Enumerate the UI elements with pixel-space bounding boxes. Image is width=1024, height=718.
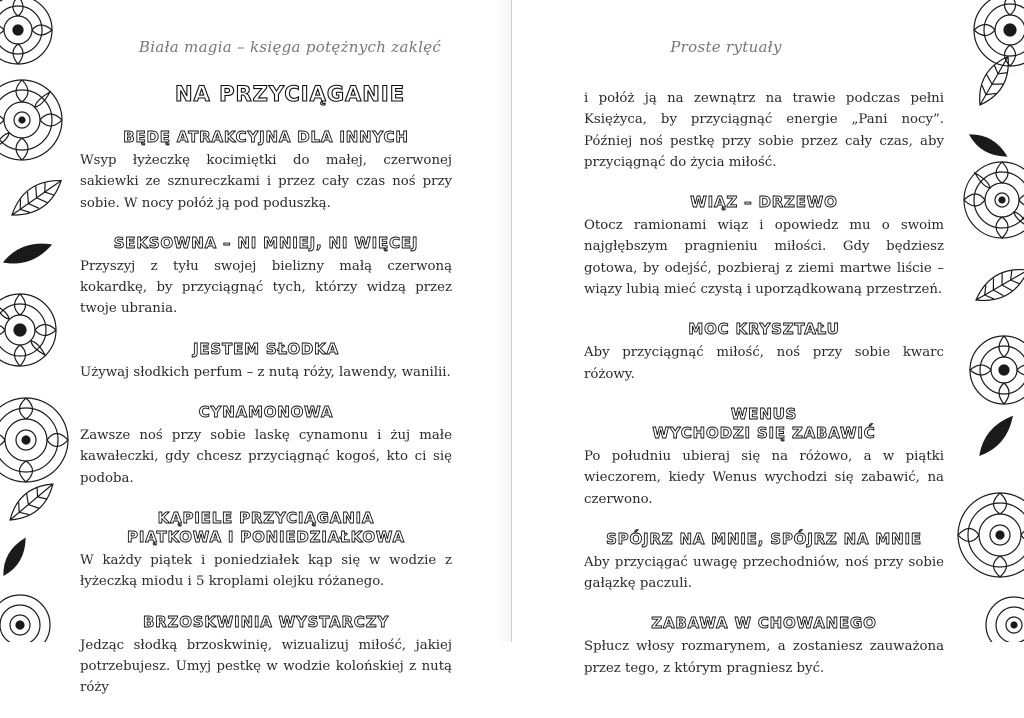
continued-paragraph: i połóż ją na zewnątrz na trawie podczas pełni Księżyca, by przyciągnąć energie „Pani nocy”. Później noś pestkę przy sobie przez cały czas, aby przyciągnąć do życia miłość.: [584, 91, 944, 170]
spell-entry: [584, 193, 944, 300]
spell-entry: [584, 320, 944, 385]
spell-text: Aby przyciągnąć miłość, noś przy sobie kwarc różowy.: [584, 345, 944, 382]
spell-text: Otocz ramionami wiąz i opowiedz mu o swoim najgłębszym pragnieniu miłości. Gdy będziesz gotowa, by odejść, pozbieraj z ziemi martwe liście – wiązy lubią mieć czystą i uporządkowaną przestrzeń.: [584, 218, 944, 298]
floral-border-left-icon: [0, 0, 70, 642]
right-entries: [584, 88, 944, 699]
spell-entry: [80, 340, 452, 383]
spell-text: Spłucz włosy rozmarynem, a zostaniesz zauważona przez tego, z którym pragniesz być.: [584, 639, 944, 676]
left-entries: [80, 128, 452, 718]
spell-text: Po południu ubieraj się na różowo, a w piątki wieczorem, kiedy Wenus wychodzi się zabawić, na czerwono.: [584, 448, 944, 507]
spell-entry: [584, 405, 944, 510]
spell-text: Wsyp łyżeczkę kocimiętki do małej, czerwonej sakiewki ze sznureczkami i przez cały czas noś przy sobie. W nocy połóż ją pod poduszką.: [80, 153, 452, 211]
continued-text: [584, 88, 944, 173]
left-running-head: Biała magia – księga potężnych zaklęć: [138, 38, 442, 56]
floral-border-right-icon: [940, 0, 1024, 642]
spell-heading: SEKSOWNA – NI MNIEJ, NI WIĘCEJ: [113, 233, 419, 252]
spell-text: Używaj słodkich perfum – z nutą róży, lawendy, wanilii.: [80, 364, 451, 380]
spell-text: Zawsze noś przy sobie laskę cynamonu i żuj małe kawałeczki, gdy chcesz przyciągnąć kogoś, kto ci się podoba.: [80, 428, 452, 486]
spell-text: W każdy piątek i poniedziałek kąp się w wodzie z łyżeczką miodu i 5 kroplami olejku różanego.: [80, 552, 452, 590]
spell-heading: BRZOSKWINIA WYSTARCZY: [142, 612, 390, 631]
left-page: [70, 0, 510, 696]
spell-heading: JESTEM SŁODKA: [193, 339, 339, 358]
right-page: [512, 0, 944, 676]
spell-entry: [80, 509, 452, 593]
spell-entry: [80, 613, 452, 699]
spell-heading: KĄPIELE PRZYCIĄGANIA PIĄTKOWA I PONIEDZIAŁKOWA: [127, 508, 405, 546]
spell-heading: WIĄZ – DRZEWO: [690, 193, 838, 212]
spell-entry: [584, 614, 944, 679]
spell-heading: BĘDĘ ATRAKCYJNA DLA INNYCH: [123, 128, 409, 146]
spell-entry: [80, 403, 452, 489]
spell-entry: [80, 128, 452, 214]
spell-heading: SPÓJRZ NA MNIE, SPÓJRZ NA MNIE: [606, 529, 922, 548]
spell-entry: [584, 530, 944, 595]
spell-heading: ZABAWA W CHOWANEGO: [651, 614, 877, 633]
spell-entry: [80, 234, 452, 320]
spell-heading: WENUS WYCHODZI SIĘ ZABAWIĆ: [652, 404, 876, 442]
spell-text: Przyszyj z tyłu swojej bielizny małą czerwoną kokardkę, by przyciągnąć tych, którzy widzą przez twoje ubrania.: [80, 258, 452, 317]
spell-text: Aby przyciągać uwagę przechodniów, noś przy sobie gałązkę paczuli.: [584, 554, 944, 592]
spell-text: Jedząc słodką brzoskwinię, wizualizuj miłość, jakiej potrzebujesz. Umyj pestkę w wodzie kolońskiej z nutą róży: [80, 637, 452, 696]
spell-heading: MOC KRYSZTAŁU: [688, 320, 840, 339]
right-running-head: Proste rytuały: [670, 38, 782, 56]
spell-heading: CYNAMONOWA: [198, 403, 334, 422]
chapter-title: NA PRZYCIĄGANIE: [174, 82, 406, 106]
